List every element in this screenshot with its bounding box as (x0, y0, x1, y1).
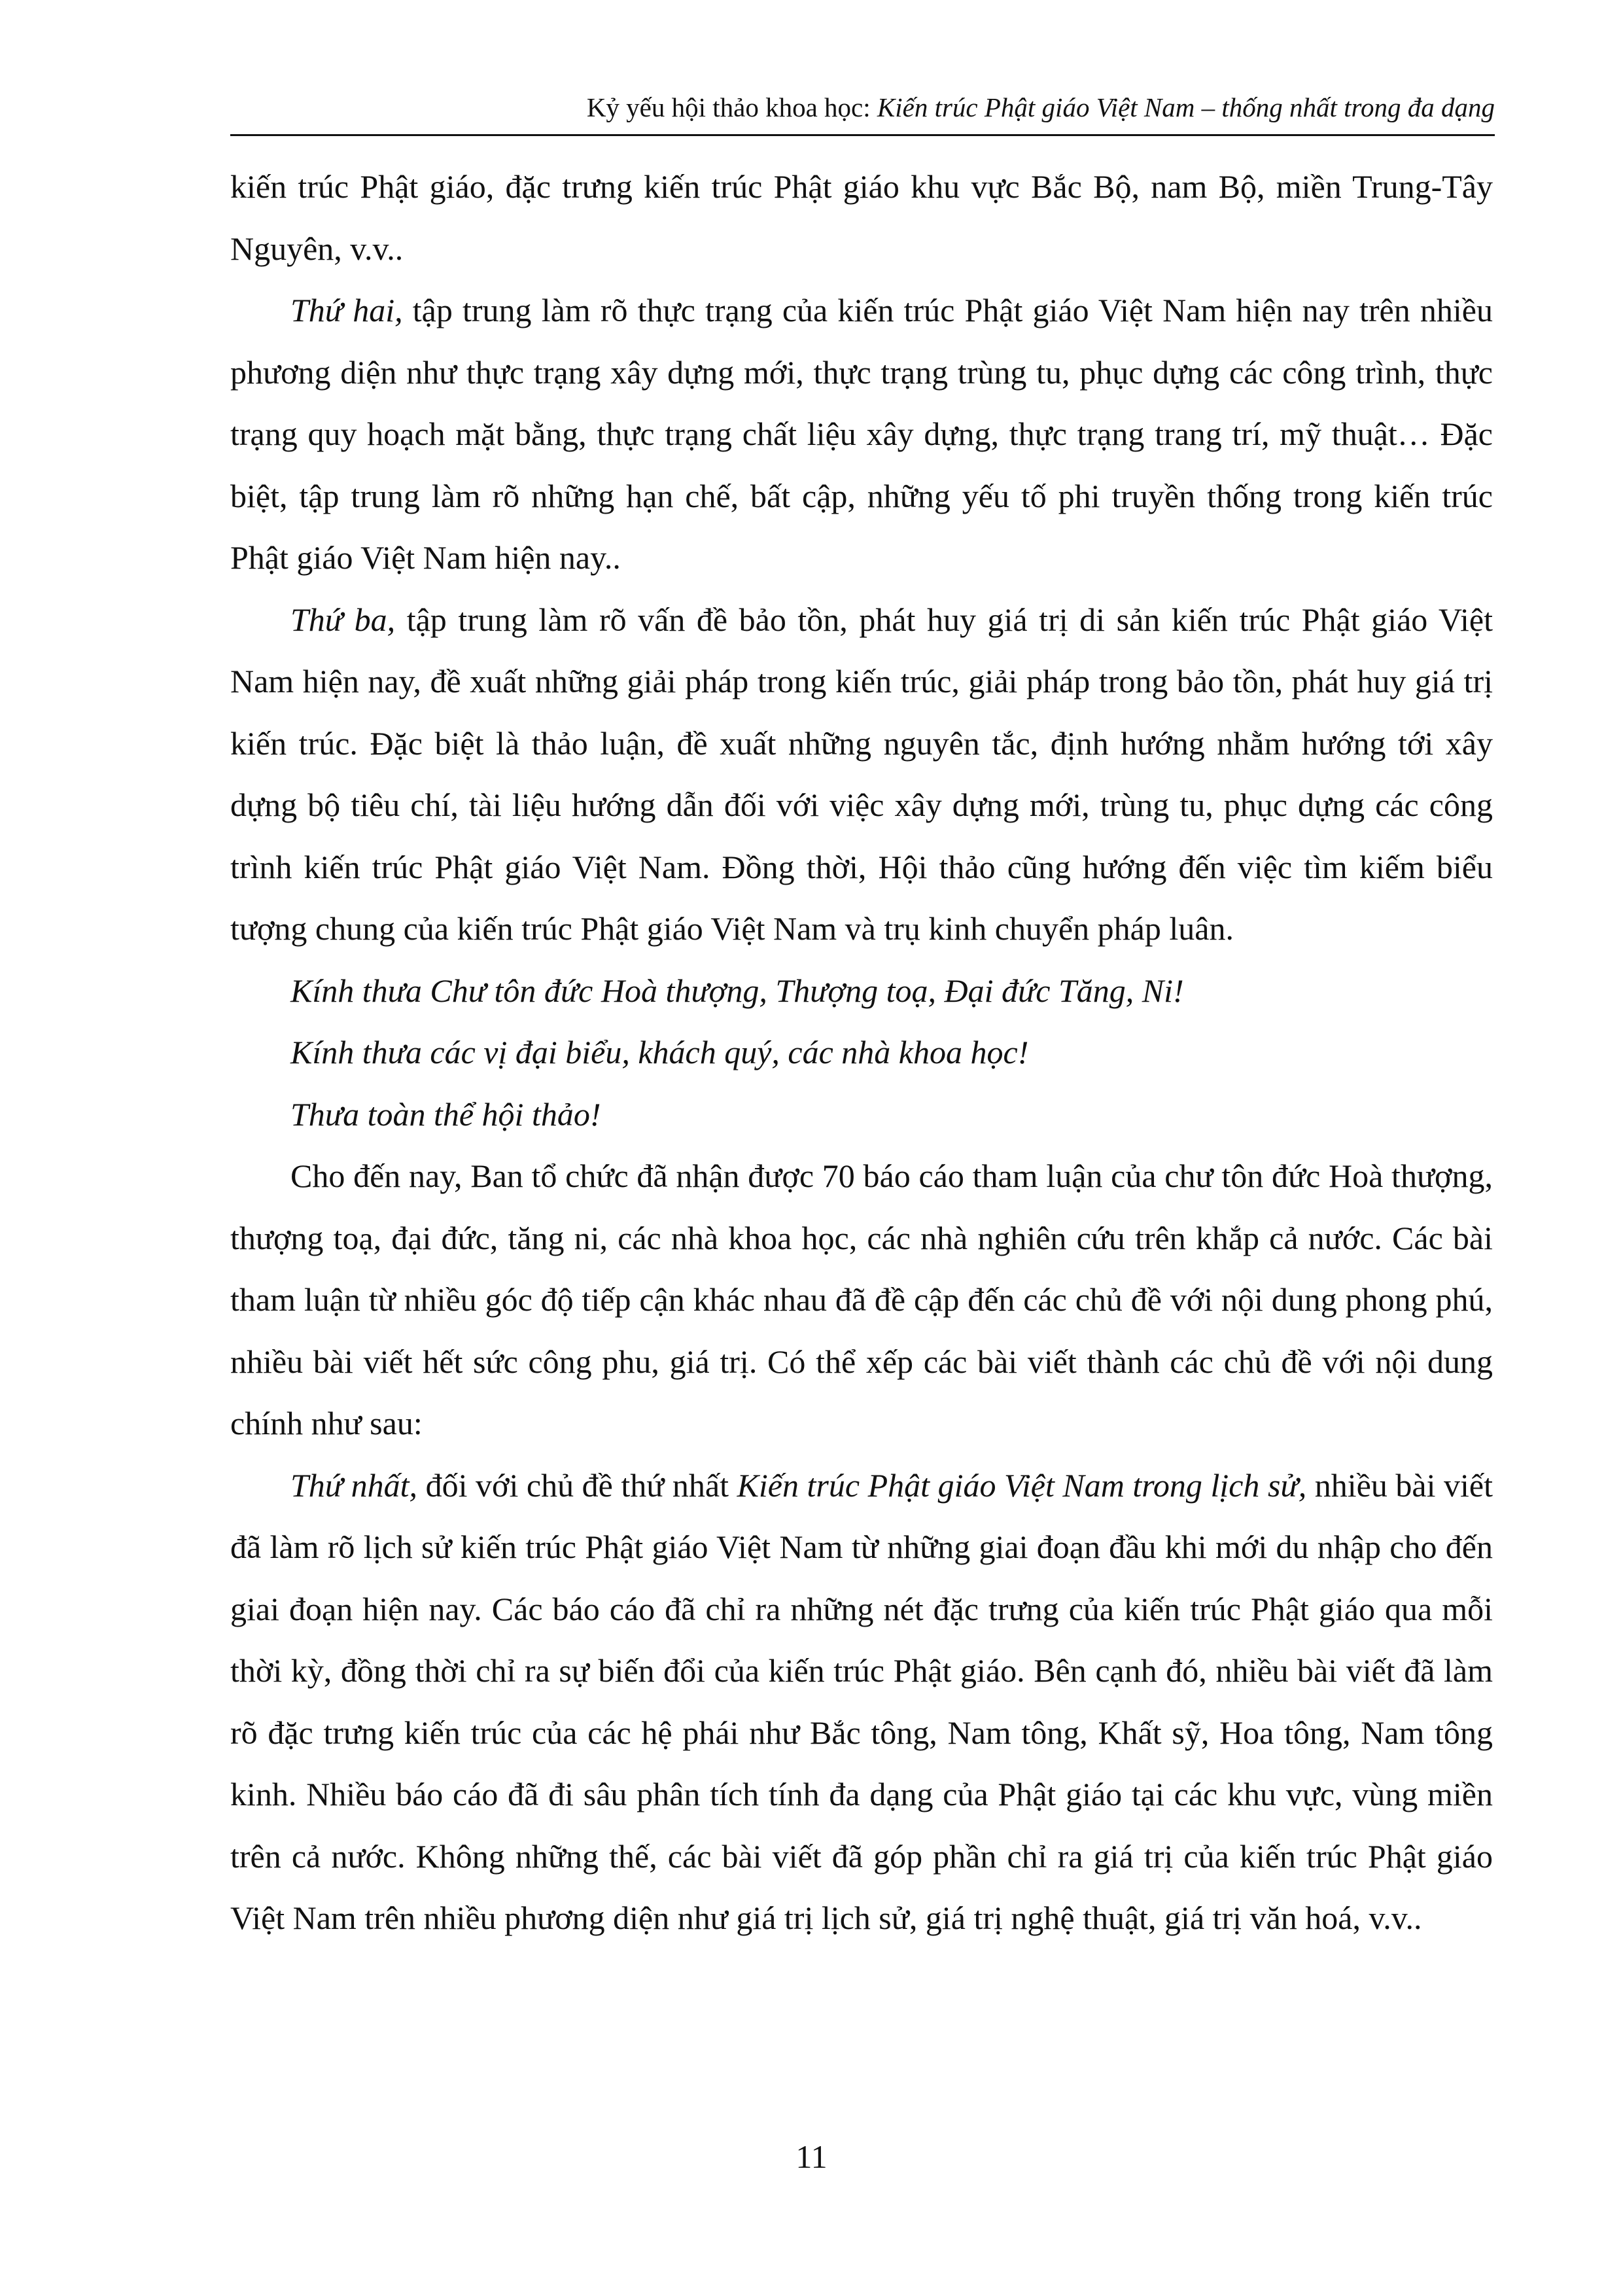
topic-title: Kiến trúc Phật giáo Việt Nam trong lịch sử, (737, 1466, 1307, 1504)
header-prefix: Kỷ yếu hội thảo khoa học: (586, 92, 877, 122)
header-divider (230, 134, 1495, 136)
salutation-guests: Kính thưa các vị đại biểu, khách quý, các nhà khoa học! (290, 1034, 1029, 1070)
paragraph-body: tập trung làm rõ thực trạng của kiến trúc Phật giáo Việt Nam hiện nay trên nhiều phương diện như thực trạng xây dựng mới, thực trạng trùng tu, phục dựng các công trình, thực trạng quy hoạch mặt bằng, thực trạng chất liệu xây dựng, thực trạng trang trí, mỹ thuật… Đặc biệt, tập trung làm rõ những hạn chế, bất cập, những yếu tố phi truyền thống trong kiến trúc Phật giáo Việt Nam hiện nay.. (230, 292, 1493, 576)
paragraph-first-topic (230, 1455, 1493, 1949)
running-header (587, 92, 1495, 124)
paragraph-reports-received: Cho đến nay, Ban tổ chức đã nhận được 70 báo cáo tham luận của chư tôn đức Hoà thượng, thượng toạ, đại đức, tăng ni, các nhà khoa học, các nhà nghiên cứu trên khắp cả nước. Các bài tham luận từ nhiều góc độ tiếp cận khác nhau đã đề cập đến các chủ đề với nội dung phong phú, nhiều bài viết hết sức công phu, giá trị. Có thể xếp các bài viết thành các chủ đề với nội dung chính như sau: (230, 1157, 1493, 1441)
paragraph-continuation: kiến trúc Phật giáo, đặc trưng kiến trúc Phật giáo khu vực Bắc Bộ, nam Bộ, miền Trung-Tây Nguyên, v.v.. (230, 168, 1493, 267)
paragraph-lead: Thứ nhất, (290, 1466, 418, 1504)
paragraph-body: nhiều bài viết đã làm rõ lịch sử kiến trúc Phật giáo Việt Nam từ những giai đoạn đầu khi mới du nhập cho đến giai đoạn hiện nay. Các báo cáo đã chỉ ra những nét đặc trưng của kiến trúc Phật giáo qua mỗi thời kỳ, đồng thời chỉ ra sự biến đổi của kiến trúc Phật giáo. Bên cạnh đó, nhiều bài viết đã làm rõ đặc trưng kiến trúc của các hệ phái như Bắc tông, Nam tông, Khất sỹ, Hoa tông, Nam tông kinh. Nhiều báo cáo đã đi sâu phân tích tính đa dạng của Phật giáo tại các khu vực, vùng miền trên cả nước. Không những thế, các bài viết đã góp phần chỉ ra giá trị của kiến trúc Phật giáo Việt Nam trên nhiều phương diện như giá trị lịch sử, giá trị nghệ thuật, giá trị văn hoá, v.v.. (230, 1466, 1493, 1936)
paragraph-body: tập trung làm rõ vấn đề bảo tồn, phát huy giá trị di sản kiến trúc Phật giáo Việt Nam hiện nay, đề xuất những giải pháp trong kiến trúc, giải pháp trong bảo tồn, phát huy giá trị kiến trúc. Đặc biệt là thảo luận, đề xuất những nguyên tắc, định hướng nhằm hướng tới xây dựng bộ tiêu chí, tài liệu hướng dẫn đối với việc xây dựng mới, trùng tu, phục dựng các công trình kiến trúc Phật giáo Việt Nam. Đồng thời, Hội thảo cũng hướng đến việc tìm kiếm biểu tượng chung của kiến trúc Phật giáo Việt Nam và trụ kinh chuyển pháp luân. (230, 601, 1493, 947)
salutation-monks: Kính thưa Chư tôn đức Hoà thượng, Thượng toạ, Đại đức Tăng, Ni! (290, 972, 1184, 1009)
page-number: 11 (795, 2138, 828, 2175)
body-text (230, 156, 1493, 1949)
header-title: Kiến trúc Phật giáo Việt Nam – thống nhất trong đa dạng (877, 92, 1495, 122)
paragraph-lead: Thứ hai, (290, 292, 403, 328)
paragraph-third-point (230, 589, 1493, 960)
paragraph-second-point (230, 279, 1493, 589)
paragraph-body: đối với chủ đề thứ nhất (417, 1466, 737, 1504)
paragraph-lead: Thứ ba, (290, 601, 396, 638)
salutation-conference: Thưa toàn thể hội thảo! (290, 1095, 601, 1133)
